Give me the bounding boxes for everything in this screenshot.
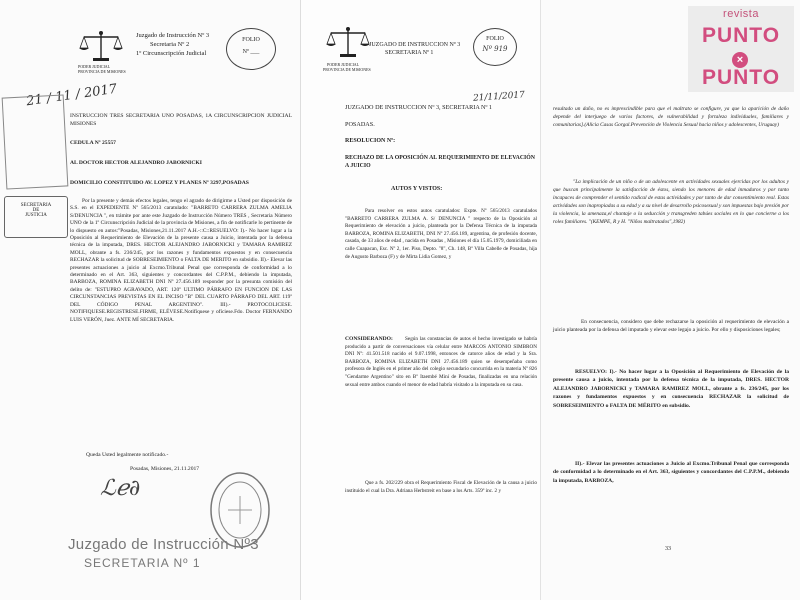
paragraph-dano: resultado un daño, no es imprescindible para que el maltrato se configure, ya que la aparición de daño depende del interjuego de varios factores, de vulnerabilidad y fortaleza individuales, familiares y comunitarias].(Alicia Casas Gorgal.Prevención de Violencia Sexual hacia niños y adolescentes, Uruguay)	[553, 106, 789, 128]
folio-stamp	[226, 28, 276, 70]
consecuencia-paragraph: En consecuencia, considero que debe rechazarse la oposición al requerimiento de elevación a juicio planteada por la defensa del imputado y elevar este legajo a juicio. Por ello y disposiciones legales;	[553, 319, 789, 333]
stamp-text: SECRETARIA	[20, 203, 52, 208]
revista-punto-x-punto-logo	[688, 6, 794, 92]
bottom-stamp-court: Juzgado de Instrucción Nº3	[68, 536, 259, 553]
considerando-label: CONSIDERANDO:	[345, 336, 393, 342]
scales-of-justice-seal	[323, 26, 373, 60]
seal-caption: PROVINCIA DE MISIONES	[323, 67, 371, 72]
stamp-text: DE	[32, 208, 40, 213]
notification-page	[0, 0, 300, 600]
bottom-stamp-secretaria: SECRETARIA Nº 1	[84, 556, 201, 570]
autos-y-vistos: AUTOS Y VISTOS:	[391, 186, 443, 192]
folio-number: Nº 919	[482, 45, 508, 53]
court-line: JUZGADO DE INSTRUCCION Nº 3, SECRETARIA Nº 1	[345, 104, 493, 111]
page-number: 33	[665, 546, 671, 552]
logo-punto-top: PUNTO	[701, 24, 781, 47]
stamp-text: JUSTICIA	[25, 213, 47, 218]
secretaria-stamp	[4, 196, 68, 238]
secretaria-line: Secretaria Nº 2	[150, 41, 190, 48]
scales-of-justice-seal	[76, 30, 126, 64]
reference-line: INSTRUCCION TRES SECRETARIA UNO POSADAS, 1A CIRCUNSCRIPCION JUDICIAL MISIONES	[70, 113, 292, 127]
folio-label: FOLIO	[242, 37, 260, 43]
city-line: POSADAS.	[345, 121, 375, 128]
logo-punto-bottom: PUNTO	[701, 66, 781, 89]
logo-x-icon: ×	[732, 52, 748, 68]
handwritten-date: 21 / 11 / 2017	[25, 81, 119, 110]
received-stamp	[2, 94, 69, 189]
resolution-number: RESOLUCION Nº:	[345, 138, 396, 144]
seal-caption: PROVINCIA DE MISIONES	[78, 69, 126, 74]
court-name: Juzgado de Instrucción Nº 3	[136, 32, 210, 39]
circunscripcion-line: 1º Circunscripción Judicial	[136, 50, 207, 57]
secretaria-line: SECRETARIA Nº 1	[385, 50, 434, 56]
vistos-body: Para resolver en estos autos caratulados: Expte. Nº 565/2013 caratulados "BARRETO CARRERA ZULMA A. S/ DENUNCIA " respecto de la Oposición al Requerimiento de elevación a juicio, planteada por la Defensa Técnica de la imputada BARBOZA, ROMINA ELIZABETH, DNI Nº 27.456.189, argentina, de profesión docente, casada, de 33 años de edad , nacida en Posadas , Misiones el día 15.05.1979, domiciliada en calle Cuapacan, Esc. Nº 2, 1er. Piso, Depto. "8", Ch. 148, Bº Villa Cabelle de Posadas, hija de Augusto Barboza (F) y de Mirta Lidia Gomez, y	[345, 208, 537, 260]
kempe-quote: "La implicación de un niño o de un adolescente en actividades sexuales ejercidas por los adultos y que buscan principalmente la satisfacción de éstos, siendo los menores de edad inmaduros y por tanto incapaces de comprender el sentido radical de estas actividades y por tanto de dar consentimiento real. Estas actividades son inapropiadas a su edad y a su nivel de desarrollo psicosexual y son impuestas bajo presión por la violencia, la amenaza,el chantaje o la seducción y transgreden tabúes sociales en lo que concierne a los roles familiares. "(KEMPE, R y H. "Niños maltratados",1982)	[553, 179, 789, 225]
seal-caption: PODER JUDICIAL	[327, 62, 360, 67]
folio-label: FOLIO	[486, 36, 504, 42]
notification-body: Por la presente y demás efectos legales, tengo el agrado de dirigirme a Usted por disposición de S.S. en el EXPEDIENTE Nº 565/2013 caratulado: "BARRETO CARRERA ZULMA AMELIA S/DENUNCIA ", en trámite por ante este Juzgado de Instrucción Número TRES , Secretaria Número UNO de la 1º Circunscripción Judicial de la provincia de Misiones, a fin de notificarle lo pertinente de lo dispuesto en autos:"Posadas, Misiones,21.11.2017 A.H.-::C::RESUELVO: I).- No hacer lugar a la Oposición al Requerimiento de Elevación de la presente causa a Juicio, intentada por la defensa técnica de la imputada, DRES. HECTOR ALEJANDRO JABORNICKI y TAMARA RAMIREZ MOLL, obrante a fs. 236/245, por los razones y fundamentos expuestos y en consecuencia RECHAZAR la solicitud de SOBRESEIMIENTO o FALTA DE MERITO en subsidio. II).- Elevar las presentes actuaciones a juicio al Excmo.Tribunal Penal que corresponda de conformidad a lo determinado en el Art. 363, siguientes y concordantes del C.P.P.M., debiendo la imputada, BARBOZA, ROMINA ELIZABETH DNI Nº 27.456.189 responder por la presunta comisión del delito de: "ESTUPRO AGRAVADO, ART. 120º ULTIMO PÁRRAFO EN FUNCION DE LAS CIRCUNSTANCIAS PREVISTAS EN EL INCISO "B" DEL CUARTO PÁRRAFO DEL ART. 119º DEL CÓDIGO PENAL ARGENTINO". III).- PROTOCOLICESE. NOTIFIQUESE.REGISTRESE.FIRME, ELÉVESE.Notifíquese y ofíciese.Fdo. Doctor FERNANDO LUIS VERÓN, Juez. ANTE MÍ SECRETARIA.	[70, 198, 292, 323]
elevar-paragraph: II).- Elevar las presentes actuaciones a Juicio al Excmo.Tribunal Penal que corresponda de conformidad a lo determinado en el Art. 363, siguientes y concordantes del C.P.P.M., debiendo la imputada, BARBOZA,	[553, 461, 789, 484]
handwritten-date: 21/11/2017	[472, 90, 526, 104]
resolution-subject: RECHAZO DE LA OPOSICIÓN AL REQUERIMIENTO DE ELEVACIÓN A JUICIO	[345, 155, 535, 169]
place-date: Posadas, Misiones, 21.11.2017	[130, 466, 200, 472]
cedula-number: CEDULA Nº 25557	[70, 140, 116, 146]
folio-number: Nº ___	[242, 49, 260, 55]
logo-revista: revista	[723, 8, 759, 20]
domicile: DOMICILIO CONSTITUIDO AV. LOPEZ Y PLANES Nº 3297,POSADAS	[70, 180, 249, 186]
addressee: AL DOCTOR HECTOR ALEJANDRO JABORNICKI	[70, 160, 202, 166]
seal-caption: PODER JUDICIAL	[78, 64, 111, 69]
court-name: JUZGADO DE INSTRUCCION Nº 3	[369, 42, 461, 48]
closing-line: Queda Usted legalmente notificado.-	[86, 452, 169, 458]
signature: ℒℯ∂	[100, 476, 141, 501]
resuelvo-paragraph: RESUELVO: I).- No hacer lugar a la Oposición al Requerimiento de Elevación de la presente causa a juicio, intentada por la defensa técnica de la imputada, DRES. HECTOR ALEJANDRO JABORNICKI y TAMARA RAMIREZ MOLL, obrante a fs. 236/245, por los razones y fundamentos expuestos y en consecuencia RECHAZAR la solicitud de SOBRESEIMIENTO o FALTA DE MÉRITO en subsidio.	[553, 369, 789, 409]
resolution-page	[300, 0, 541, 600]
fiscal-requirement: Que a fs. 202/229 obra el Requerimiento Fiscal de Elevación de la causa a juicio instituido el cual la Dra. Adriana Herbstreit en base a los Arts. 359º inc. 2 y	[345, 480, 537, 494]
considerando-body: Según las constancias de autos el hecho investigado se habría producido a partir de conversaciones vía celular entre MARCOS ANTONIO SIMBRON DNI Nº: 41.501.518 nacido el 9.07.1998, entonces de catorce años de edad y la Sra. BARBOZA, ROMINA ELIZABETH DNI 27.456.189 quien se desempeñaba como profesora de Inglés en el primer año del colegio secundario concurrida en la materia Nº 826 "Gendarme Argentino" sito en Bº Itaembé Miní de Posadas, finalizadas en una relación sexual entre ambos cuando el menor de edad habría visitado a la imputada en su casa.	[345, 336, 537, 388]
folio-stamp	[473, 28, 517, 66]
